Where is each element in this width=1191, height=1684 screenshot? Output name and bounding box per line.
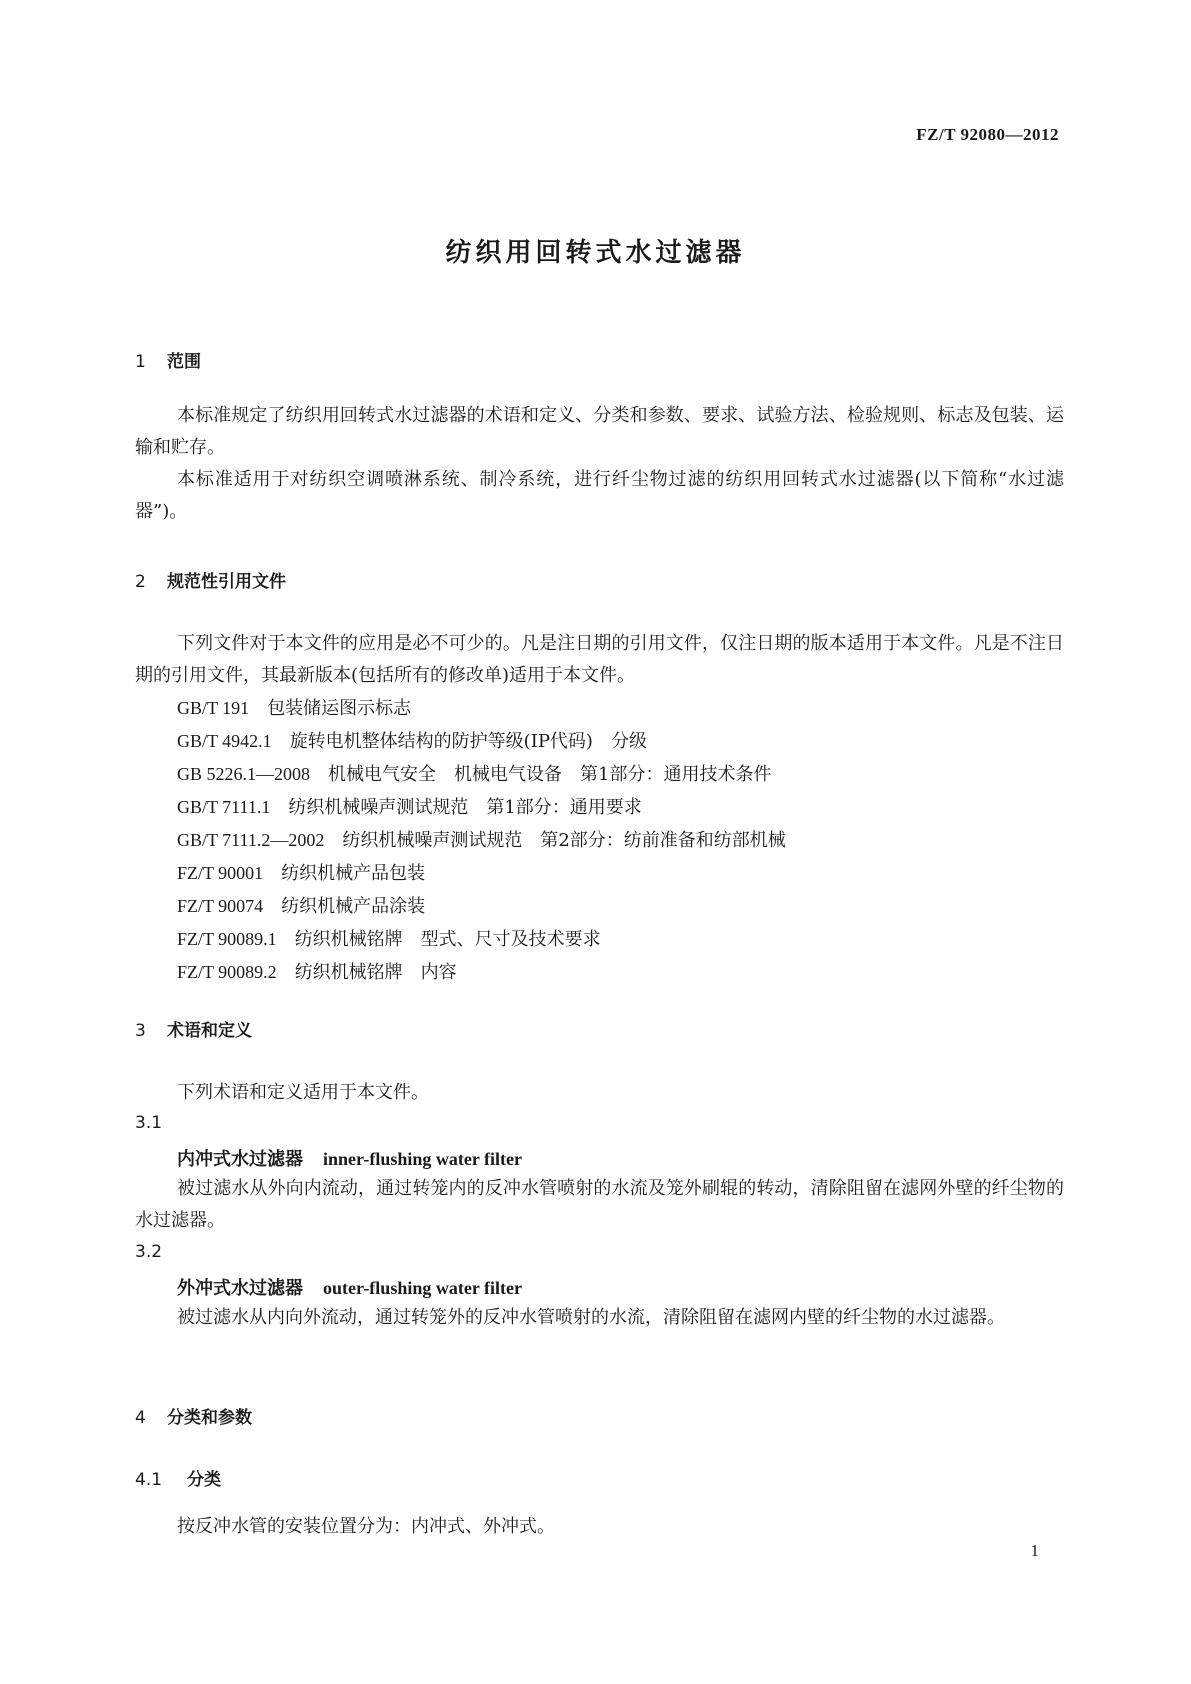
reference-title: 纺织机械噪声测试规范 第2部分：纺前准备和纺部机械: [342, 830, 786, 851]
reference-item: [177, 956, 786, 989]
reference-item: [177, 824, 786, 857]
section-number: 2: [135, 572, 146, 592]
reference-item: [177, 857, 786, 890]
term-number: 3.1: [135, 1113, 163, 1133]
reference-code: FZ/T 90089.2: [177, 962, 277, 982]
term-name-zh: 外冲式水过滤器: [177, 1278, 303, 1299]
section-2-heading: [135, 567, 286, 592]
document-title: 纺织用回转式水过滤器: [445, 238, 746, 268]
term-name: [177, 1274, 522, 1300]
subsection-title: 分类: [187, 1470, 221, 1490]
section-title: 规范性引用文件: [167, 572, 286, 592]
reference-title: 旋转电机整体结构的防护等级(IP代码) 分级: [289, 731, 647, 752]
reference-code: FZ/T 90089.1: [177, 929, 277, 949]
term-number: 3.2: [135, 1242, 163, 1262]
reference-code: GB/T 7111.2—2002: [177, 830, 325, 850]
reference-title: 机械电气安全 机械电气设备 第1部分：通用技术条件: [328, 764, 772, 785]
section-number: 1: [135, 352, 146, 372]
section-title: 范围: [167, 352, 201, 372]
normative-reference-list: [177, 692, 786, 989]
reference-title: 包装储运图示标志: [267, 698, 412, 719]
reference-title: 纺织机械铭牌 内容: [294, 962, 457, 983]
section-4-1-text: 按反冲水管的安装位置分为：内冲式、外冲式。: [177, 1516, 555, 1537]
section-title: 术语和定义: [167, 1021, 252, 1041]
section-4-heading: [135, 1403, 252, 1428]
reference-title: 纺织机械噪声测试规范 第1部分：通用要求: [288, 797, 642, 818]
reference-item: [177, 791, 786, 824]
reference-code: GB/T 7111.1: [177, 797, 271, 817]
reference-code: GB 5226.1—2008: [177, 764, 311, 784]
reference-title: 纺织机械产品涂装: [281, 896, 426, 917]
reference-item: [177, 692, 786, 725]
section-1-paragraph-2: 本标准适用于对纺织空调喷淋系统、制冷系统，进行纤尘物过滤的纺织用回转式水过滤器(以下简称“水过滤器”)。: [135, 469, 1064, 522]
reference-item: [177, 725, 786, 758]
reference-code: GB/T 191: [177, 698, 250, 718]
reference-title: 纺织机械铭牌 型式、尺寸及技术要求: [294, 929, 601, 950]
term-name-en: inner-flushing water filter: [323, 1149, 522, 1169]
subsection-number: 4.1: [135, 1470, 163, 1490]
term-name: [177, 1145, 522, 1171]
term-name-zh: 内冲式水过滤器: [177, 1149, 303, 1170]
reference-item: [177, 890, 786, 923]
section-2-intro: 下列文件对于本文件的应用是必不可少的。凡是注日期的引用文件，仅注日期的版本适用于本文件。凡是不注日期的引用文件，其最新版本(包括所有的修改单)适用于本文件。: [135, 633, 1064, 686]
section-number: 3: [135, 1021, 146, 1041]
reference-code: GB/T 4942.1: [177, 731, 272, 751]
section-3-intro: 下列术语和定义适用于本文件。: [177, 1082, 429, 1103]
standard-code: FZ/T 92080—2012: [916, 125, 1059, 144]
section-1-paragraph-1: 本标准规定了纺织用回转式水过滤器的术语和定义、分类和参数、要求、试验方法、检验规则、标志及包装、运输和贮存。: [135, 405, 1064, 458]
page-number: 1: [1030, 1541, 1039, 1560]
term-name-en: outer-flushing water filter: [323, 1278, 522, 1298]
section-title: 分类和参数: [167, 1408, 252, 1428]
section-1-heading: [135, 347, 201, 372]
section-4-1-heading: [135, 1465, 221, 1490]
reference-code: FZ/T 90001: [177, 863, 264, 883]
term-definition: 被过滤水从内向外流动，通过转笼外的反冲水管喷射的水流，清除阻留在滤网内壁的纤尘物的水过滤器。: [177, 1307, 1005, 1328]
section-3-heading: [135, 1016, 252, 1041]
term-definition: 被过滤水从外向内流动，通过转笼内的反冲水管喷射的水流及笼外刷辊的转动，清除阻留在滤网外壁的纤尘物的水过滤器。: [135, 1178, 1064, 1231]
reference-item: [177, 758, 786, 791]
reference-code: FZ/T 90074: [177, 896, 264, 916]
reference-item: [177, 923, 786, 956]
reference-title: 纺织机械产品包装: [281, 863, 426, 884]
section-number: 4: [135, 1408, 146, 1428]
